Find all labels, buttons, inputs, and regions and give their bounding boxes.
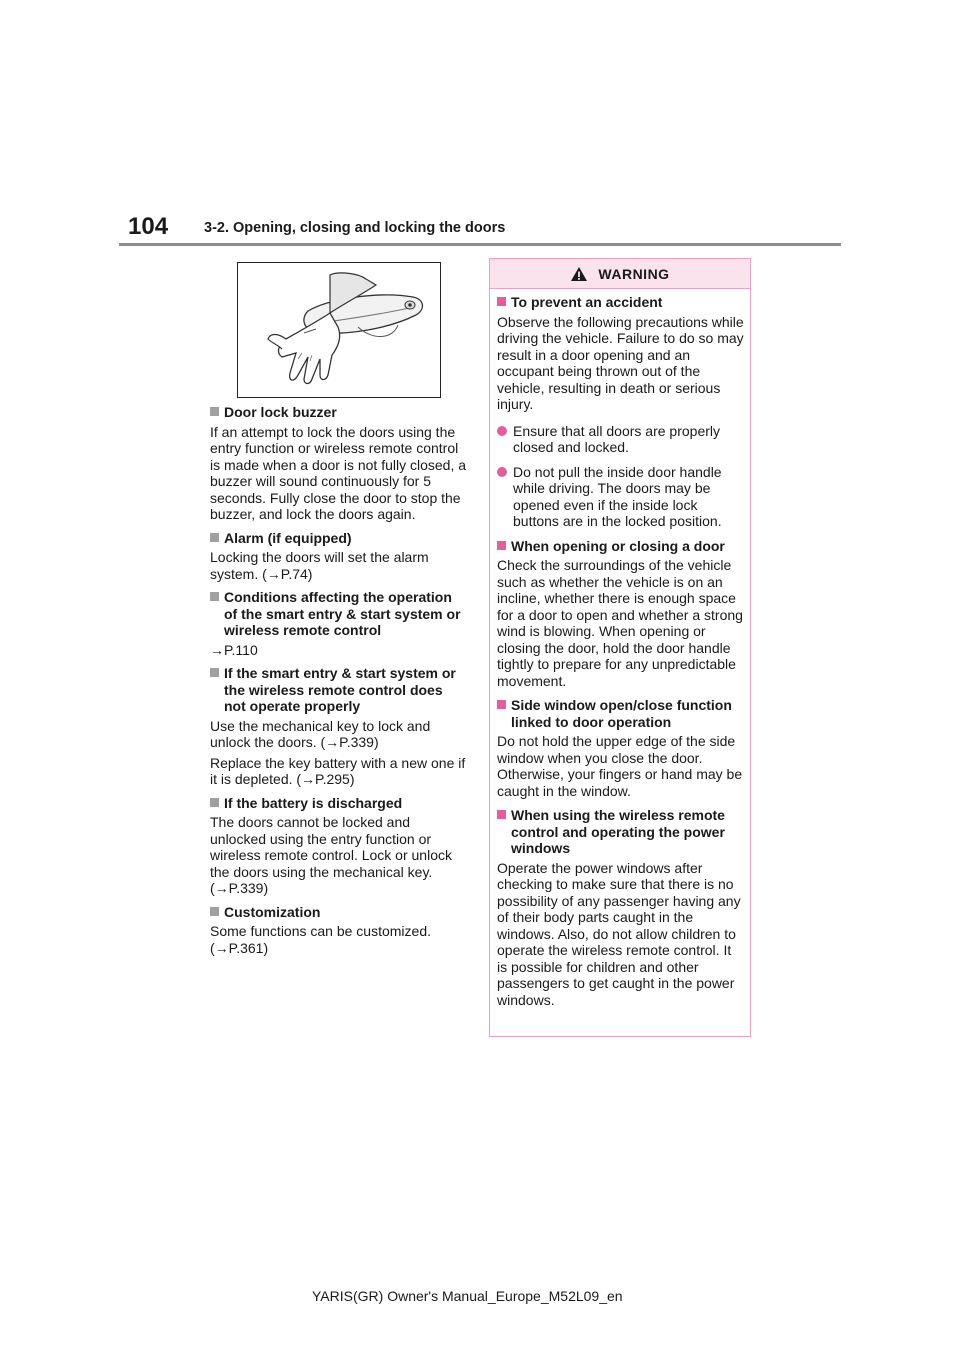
warning-body-text: Observe the following precautions while driving the vehicle. Failure to do so may result in a door opening and an occupant being thrown out of the vehicle, resulting in death or serious injury.: [497, 313, 744, 412]
list-item: [210, 404, 468, 523]
list-item: [210, 665, 468, 788]
round-bullet-icon: [497, 426, 507, 436]
left-column: [210, 404, 468, 963]
square-bullet-icon: [210, 407, 219, 416]
item-body: The doors cannot be locked and unlocked using the entry function or wireless remote control. Lock or unlock the doors using the mechanical key. (→P.339): [210, 814, 452, 896]
list-item: [210, 904, 468, 957]
page-number: 104: [128, 213, 169, 240]
square-bullet-icon: [497, 810, 506, 819]
square-bullet-icon: [210, 668, 219, 677]
item-body: Use the mechanical key to lock and unlock the doors. (→P.339): [210, 717, 431, 750]
warning-title: WARNING: [598, 265, 670, 282]
hand-on-door-handle-illustration: [238, 263, 441, 398]
item-heading: Door lock buzzer: [224, 404, 337, 420]
list-item: [210, 530, 468, 583]
square-bullet-icon: [210, 798, 219, 807]
list-item: [210, 795, 468, 897]
warning-heading: Side window open/close function linked to door operation: [511, 697, 732, 730]
warning-heading: When opening or closing a door: [511, 537, 725, 554]
warning-section: [497, 294, 744, 530]
page-reference[interactable]: →P.110: [210, 641, 258, 658]
warning-body-text: Check the surroundings of the vehicle such as whether the vehicle is on an incline, whether there is enough space for a door to open and whether a strong wind is blowing. When opening or closing the door, hold the door handle tightly to prepare for any unpredictable movement.: [497, 557, 743, 689]
warning-heading: To prevent an accident: [511, 294, 663, 310]
list-item: [210, 589, 468, 658]
square-bullet-icon: [497, 541, 506, 550]
square-bullet-icon: [210, 907, 219, 916]
door-handle-figure: [237, 262, 441, 398]
item-body: Replace the key battery with a new one if it is depleted. (→P.295): [210, 754, 466, 787]
item-heading: Alarm (if equipped): [224, 529, 352, 546]
item-heading: Customization: [224, 903, 321, 920]
round-bullet-icon: [497, 467, 507, 477]
square-bullet-icon: [210, 592, 219, 601]
warning-header: [490, 259, 750, 289]
item-heading: Conditions affecting the operation of the smart entry & start system or wireless remote control: [224, 589, 461, 638]
item-body: Locking the doors will set the alarm system. (→P.74): [210, 549, 429, 582]
bullet-text: Ensure that all doors are properly closed and locked.: [513, 422, 720, 455]
square-bullet-icon: [210, 533, 219, 542]
warning-section: [497, 538, 744, 690]
bullet-text: Do not pull the inside door handle while driving. The doors may be opened even if the inside lock buttons are in the locked position.: [513, 463, 722, 529]
warning-section: [497, 697, 744, 799]
item-heading: If the battery is discharged: [224, 794, 403, 811]
warning-body-text: Operate the power windows after checking to make sure that there is no possibility of any passenger having any of their body parts caught in the windows. Also, do not allow children to operate the wireless remote control. It is possible for children and other passengers to get caught in the power windows.: [497, 859, 741, 1008]
warning-box: [489, 258, 751, 1037]
warning-section: [497, 807, 744, 1008]
item-body: Some functions can be customized. (→P.361): [210, 923, 432, 956]
square-bullet-icon: [497, 700, 506, 709]
warning-bullet: [497, 423, 744, 456]
warning-body-text: Do not hold the upper edge of the side window when you close the door. Otherwise, your fingers or hand may be caught in the window.: [497, 733, 743, 799]
footer-text: YARIS(GR) Owner's Manual_Europe_M52L09_en: [312, 1288, 623, 1304]
square-bullet-icon: [497, 297, 506, 306]
warning-bullet: [497, 464, 744, 530]
item-heading: If the smart entry & start system or the wireless remote control does not operate properly: [224, 665, 456, 714]
section-title: 3-2. Opening, closing and locking the doors: [204, 220, 506, 236]
warning-triangle-icon: [570, 266, 588, 282]
header-rule: [119, 243, 841, 246]
warning-heading: When using the wireless remote control and operating the power windows: [511, 807, 725, 856]
item-body: If an attempt to lock the doors using the entry function or wireless remote control is made when a door is not fully closed, a buzzer will sound continuously for 5 seconds. Fully close the door to stop the buzzer, and lock the doors again.: [210, 423, 467, 522]
